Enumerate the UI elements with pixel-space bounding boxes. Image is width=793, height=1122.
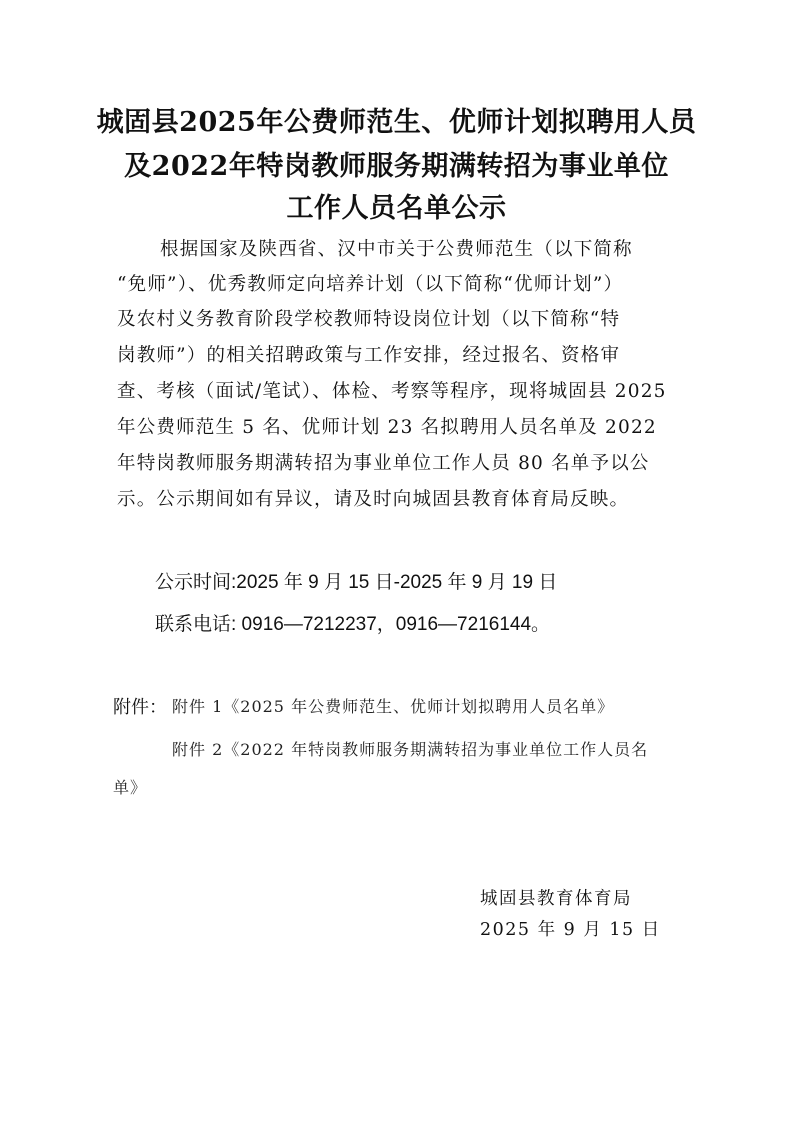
attachments-label: 附件： [113,697,167,717]
body-line-7: 年特岗教师服务期满转招为事业单位工作人员 80 名单予以公 [117,453,650,474]
body-line-5: 查、考核（面试/笔试）、体检、考察等程序，现将城固县 2025 [117,381,667,402]
attachment-2-line-1: 附件 2《2022 年特岗教师服务期满转招为事业单位工作人员名 [172,740,649,759]
body-line-4: 岗教师”）的相关招聘政策与工作安排，经过报名、资格审 [117,345,621,366]
signature-org: 城固县教育体育局 [480,889,632,909]
signature-date: 2025 年 9 月 15 日 [480,920,661,940]
body-line-8: 示。公示期间如有异议，请及时向城固县教育体育局反映。 [117,489,630,510]
body-line-2: “免师”）、优秀教师定向培养计划（以下简称“优师计划”） [117,274,624,295]
notice-phone: 联系电话: 0916—7212237，0916—7216144。 [155,614,551,635]
notice-time: 公示时间:2025 年 9 月 15 日-2025 年 9 月 19 日 [155,572,558,593]
attachment-1: 附件 1《2025 年公费师范生、优师计划拟聘用人员名单》 [172,697,615,716]
body-line-1: 根据国家及陕西省、汉中市关于公费师范生（以下简称 [160,239,633,260]
title-line-2: 及2022年特岗教师服务期满转招为事业单位 [124,151,669,182]
title-line-3: 工作人员名单公示 [286,193,507,224]
body-line-6: 年公费师范生 5 名、优师计划 23 名拟聘用人员名单及 2022 [117,417,657,438]
title-line-1: 城固县2025年公费师范生、优师计划拟聘用人员 [96,107,697,138]
attachment-2-line-2: 单》 [113,778,148,797]
body-line-3: 及农村义务教育阶段学校教师特设岗位计划（以下简称“特 [117,309,621,330]
